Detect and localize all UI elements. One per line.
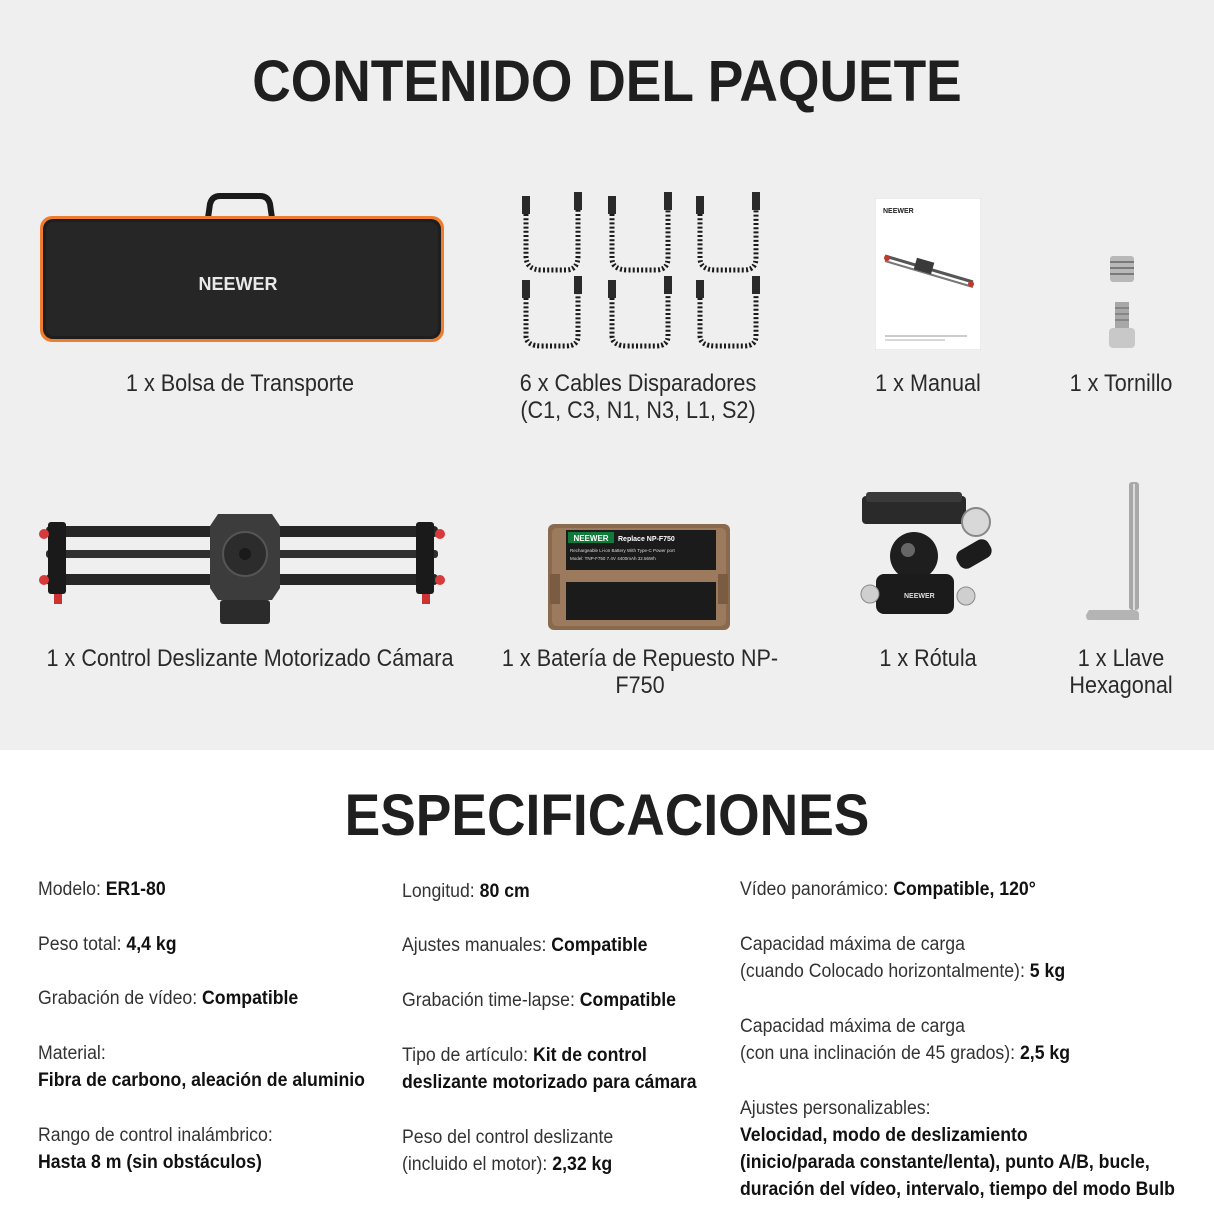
- item-label-hex-key: [1048, 645, 1194, 699]
- item-label-ball-head: 1 x Rótula: [879, 645, 977, 672]
- bag-brand-logo: NEEWER: [198, 274, 278, 294]
- spec-model: Modelo: ER1-80: [38, 879, 166, 900]
- battery-brand-logo: NEEWER: [573, 534, 609, 543]
- trigger-cables-image: [512, 186, 776, 352]
- ball-head-image: [856, 486, 996, 626]
- screw-image: [1100, 252, 1144, 352]
- spec-max-load-horizontal: Capacidad máxima de carga (cuando Colocado horizontalmente): 5 kg: [740, 934, 1066, 982]
- battery-description: Rechargeable Li-ion Battery With Type-C Power port: [570, 548, 675, 553]
- manual-brand-logo: NEEWER: [883, 208, 914, 215]
- carrying-bag-image: [38, 192, 448, 352]
- spec-max-load-inclined: Capacidad máxima de carga (con una inclinación de 45 grados): 2,5 kg: [740, 1016, 1071, 1064]
- spec-custom-settings: Ajustes personalizables: Velocidad, modo de deslizamiento (inicio/parada constante/lenta), punto A/B, bucle, duración del vídeo, intervalo, tiempo del modo Bulb: [740, 1098, 1175, 1200]
- spec-slider-weight: Peso del control deslizante (incluido el motor): 2,32 kg: [402, 1127, 614, 1175]
- cables-label-line2: (C1, C3, N1, N3, L1, S2): [520, 397, 756, 424]
- item-label-screw: 1 x Tornillo: [1069, 370, 1173, 397]
- specs-title: ESPECIFICACIONES: [344, 783, 870, 848]
- item-label-battery: 1 x Batería de Repuesto NP-F750: [501, 645, 779, 699]
- ball-head-brand-logo: NEEWER: [904, 593, 935, 600]
- spec-material: Material: Fibra de carbono, aleación de aluminio: [38, 1043, 365, 1091]
- item-label-bag: 1 x Bolsa de Transporte: [125, 370, 355, 397]
- battery-image: [546, 522, 732, 632]
- item-label-manual: 1 x Manual: [875, 370, 981, 397]
- spec-video-recording: Grabación de vídeo: Compatible: [38, 988, 299, 1009]
- spec-panoramic-video: Vídeo panorámico: Compatible, 120°: [740, 879, 1036, 900]
- battery-specs: Model: TNP-F750 7.4V 4400mAh 32.56Wh: [570, 556, 656, 561]
- spec-item-type: Tipo de artículo: Kit de control deslizante motorizado para cámara: [402, 1045, 697, 1093]
- hex-key-image: [1084, 478, 1154, 626]
- spec-total-weight: Peso total: 4,4 kg: [38, 934, 177, 955]
- cables-label-line1: 6 x Cables Disparadores: [519, 370, 757, 397]
- hex-key-label-line2: Hexagonal: [1069, 672, 1173, 699]
- hex-key-label-line1: 1 x Llave: [1077, 645, 1165, 672]
- package-title: CONTENIDO DEL PAQUETE: [252, 49, 962, 114]
- item-label-slider: 1 x Control Deslizante Motorizado Cámara: [46, 645, 454, 672]
- manual-image: [875, 198, 981, 350]
- motorized-slider-image: [36, 512, 448, 630]
- battery-model-label: Replace NP-F750: [618, 536, 675, 543]
- spec-length: Longitud: 80 cm: [402, 881, 530, 902]
- spec-manual-adjustments: Ajustes manuales: Compatible: [402, 935, 648, 956]
- spec-wireless-range: Rango de control inalámbrico: Hasta 8 m (sin obstáculos): [38, 1125, 273, 1173]
- spec-timelapse: Grabación time-lapse: Compatible: [402, 990, 676, 1011]
- item-label-cables: [494, 370, 782, 424]
